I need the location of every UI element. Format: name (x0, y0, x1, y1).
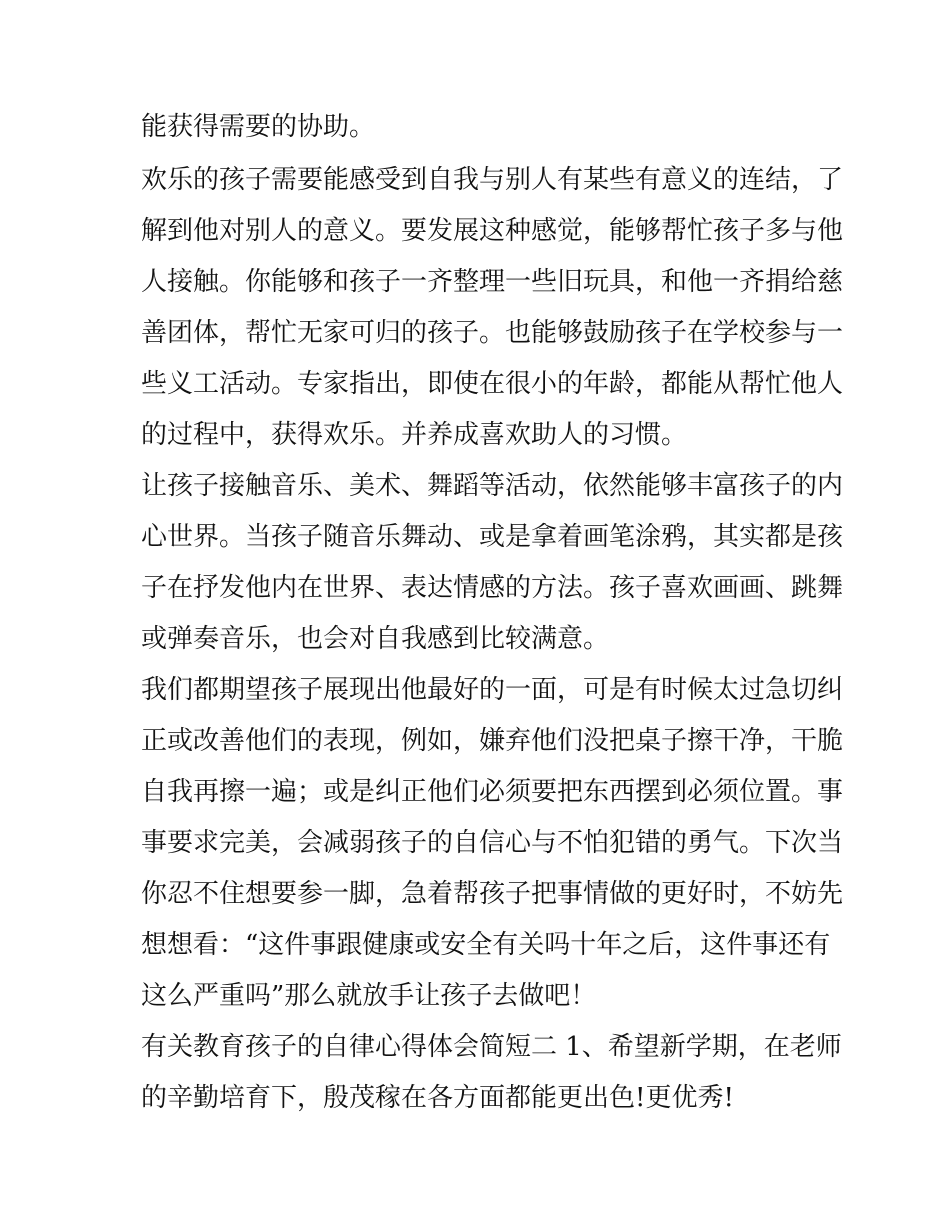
text-line: 的过程中，获得欢乐。并养成喜欢助人的习惯。 (141, 420, 688, 450)
text-line: 事要求完美，会减弱孩子的自信心与不怕犯错的勇气。下次当 (141, 828, 844, 858)
text-line: 的辛勤培育下，殷茂稼在各方面都能更出色!更优秀! (141, 1083, 734, 1113)
text-line: 有关教育孩子的自律心得体会简短二 1、希望新学期，在老师 (141, 1032, 842, 1062)
text-line: 欢乐的孩子需要能感受到自我与别人有某些有意义的连结，了 (141, 165, 844, 195)
text-line: 人接触。你能够和孩子一齐整理一些旧玩具，和他一齐捐给慈 (141, 267, 844, 297)
text-line: 解到他对别人的意义。要发展这种感觉，能够帮忙孩子多与他 (141, 216, 844, 246)
text-line: 心世界。当孩子随音乐舞动、或是拿着画笔涂鸦，其实都是孩 (141, 522, 844, 552)
text-line: 能获得需要的协助。 (141, 112, 376, 142)
text-line: 正或改善他们的表现，例如，嫌弃他们没把桌子擦干净，干脆 (141, 726, 844, 756)
text-line: 善团体，帮忙无家可归的孩子。也能够鼓励孩子在学校参与一 (141, 318, 844, 348)
text-line: 你忍不住想要参一脚，急着帮孩子把事情做的更好时，不妨先 (141, 879, 844, 909)
text-line: 这么严重吗”那么就放手让孩子去做吧！ (141, 981, 597, 1011)
text-line: 想想看：“这件事跟健康或安全有关吗十年之后，这件事还有 (141, 930, 831, 960)
text-line: 子在抒发他内在世界、表达情感的方法。孩子喜欢画画、跳舞 (141, 573, 844, 603)
text-line: 让孩子接触音乐、美术、舞蹈等活动，依然能够丰富孩子的内 (141, 471, 844, 501)
text-line: 或弹奏音乐，也会对自我感到比较满意。 (141, 624, 610, 654)
text-line: 些义工活动。专家指出，即使在很小的年龄，都能从帮忙他人 (141, 369, 844, 399)
text-line: 自我再擦一遍；或是纠正他们必须要把东西摆到必须位置。事 (141, 777, 844, 807)
text-line: 我们都期望孩子展现出他最好的一面，可是有时候太过急切纠 (141, 675, 844, 705)
